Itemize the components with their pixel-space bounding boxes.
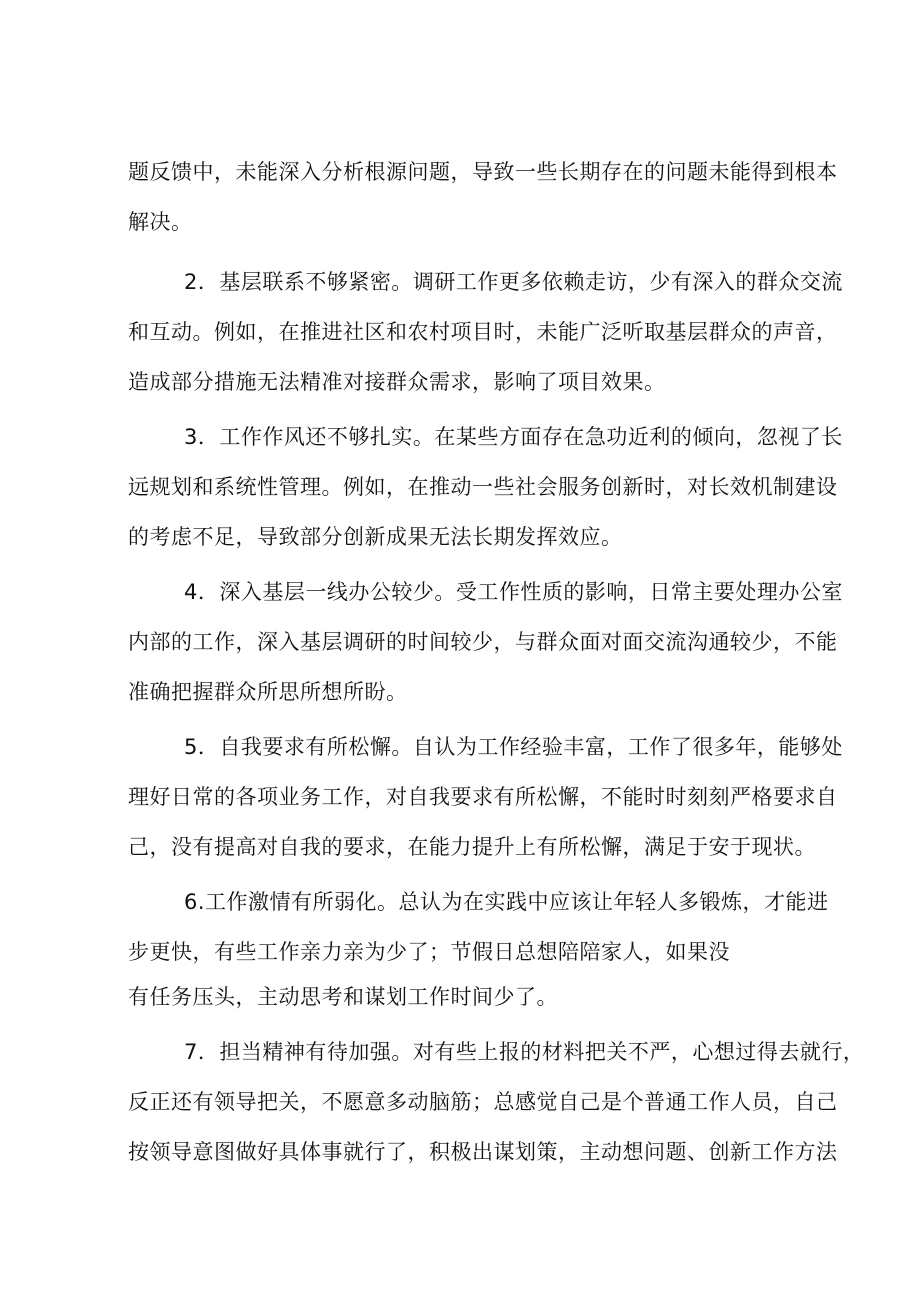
- text-line: [0, 1032, 920, 1072]
- line-text: 远规划和系统性管理。例如，在推动一些社会服务创新时，对长效机制建设: [128, 475, 838, 499]
- text-line: [0, 572, 920, 612]
- text-line: [0, 672, 920, 712]
- line-text: 7．担当精神有待加强。对有些上报的材料把关不严，心想过得去就行，: [184, 1040, 865, 1064]
- line-text: 的考虑不足，导致部分创新成果无法长期发挥效应。: [128, 525, 623, 549]
- text-line: [0, 932, 920, 972]
- text-line: [0, 417, 920, 457]
- line-text: 和互动。例如，在推进社区和农村项目时，未能广泛听取基层群众的声音，: [128, 320, 838, 344]
- line-text: 4．深入基层一线办公较少。受工作性质的影响，日常主要处理办公室: [184, 580, 843, 604]
- line-text: 理好日常的各项业务工作，对自我要求有所松懈，不能时时刻刻严格要求自: [128, 785, 838, 809]
- line-text: 3．工作作风还不够扎实。在某些方面存在急功近利的倾向，忽视了长: [184, 425, 843, 449]
- text-line: [0, 517, 920, 557]
- text-line: [0, 882, 920, 922]
- text-line: [0, 777, 920, 817]
- line-text: 己，没有提高对自我的要求，在能力提升上有所松懈，满足于安于现状。: [128, 835, 816, 859]
- line-text: 步更快，有些工作亲力亲为少了；节假日总想陪陪家人，如果没: [128, 940, 730, 964]
- text-line: [0, 312, 920, 352]
- line-text: 解决。: [128, 210, 193, 234]
- line-text: 按领导意图做好具体事就行了，积极出谋划策，主动想问题、创新工作方法: [128, 1140, 838, 1164]
- line-text: 反正还有领导把关，不愿意多动脑筋；总感觉自己是个普通工作人员，自己: [128, 1090, 838, 1114]
- text-line: [0, 202, 920, 242]
- text-line: [0, 362, 920, 402]
- text-line: [0, 622, 920, 662]
- line-text: 内部的工作，深入基层调研的时间较少，与群众面对面交流沟通较少，不能: [128, 630, 838, 654]
- line-text: 准确把握群众所思所想所盼。: [128, 680, 408, 704]
- text-line: [0, 977, 920, 1017]
- line-text: 造成部分措施无法精准对接群众需求，影响了项目效果。: [128, 370, 666, 394]
- line-text: 6.工作激情有所弱化。总认为在实践中应该让年轻人多锻炼，才能进: [184, 890, 829, 914]
- text-line: [0, 827, 920, 867]
- line-text: 5．自我要求有所松懈。自认为工作经验丰富，工作了很多年，能够处: [184, 735, 843, 759]
- text-line: [0, 727, 920, 767]
- text-line: [0, 467, 920, 507]
- text-line: [0, 262, 920, 302]
- line-text: 题反馈中，未能深入分析根源问题，导致一些长期存在的问题未能得到根本: [128, 160, 838, 184]
- text-line: [0, 152, 920, 192]
- line-text: 2．基层联系不够紧密。调研工作更多依赖走访，少有深入的群众交流: [184, 270, 843, 294]
- text-line: [0, 1082, 920, 1122]
- line-text: 有任务压头，主动思考和谋划工作时间少了。: [128, 985, 558, 1009]
- text-line: [0, 1132, 920, 1172]
